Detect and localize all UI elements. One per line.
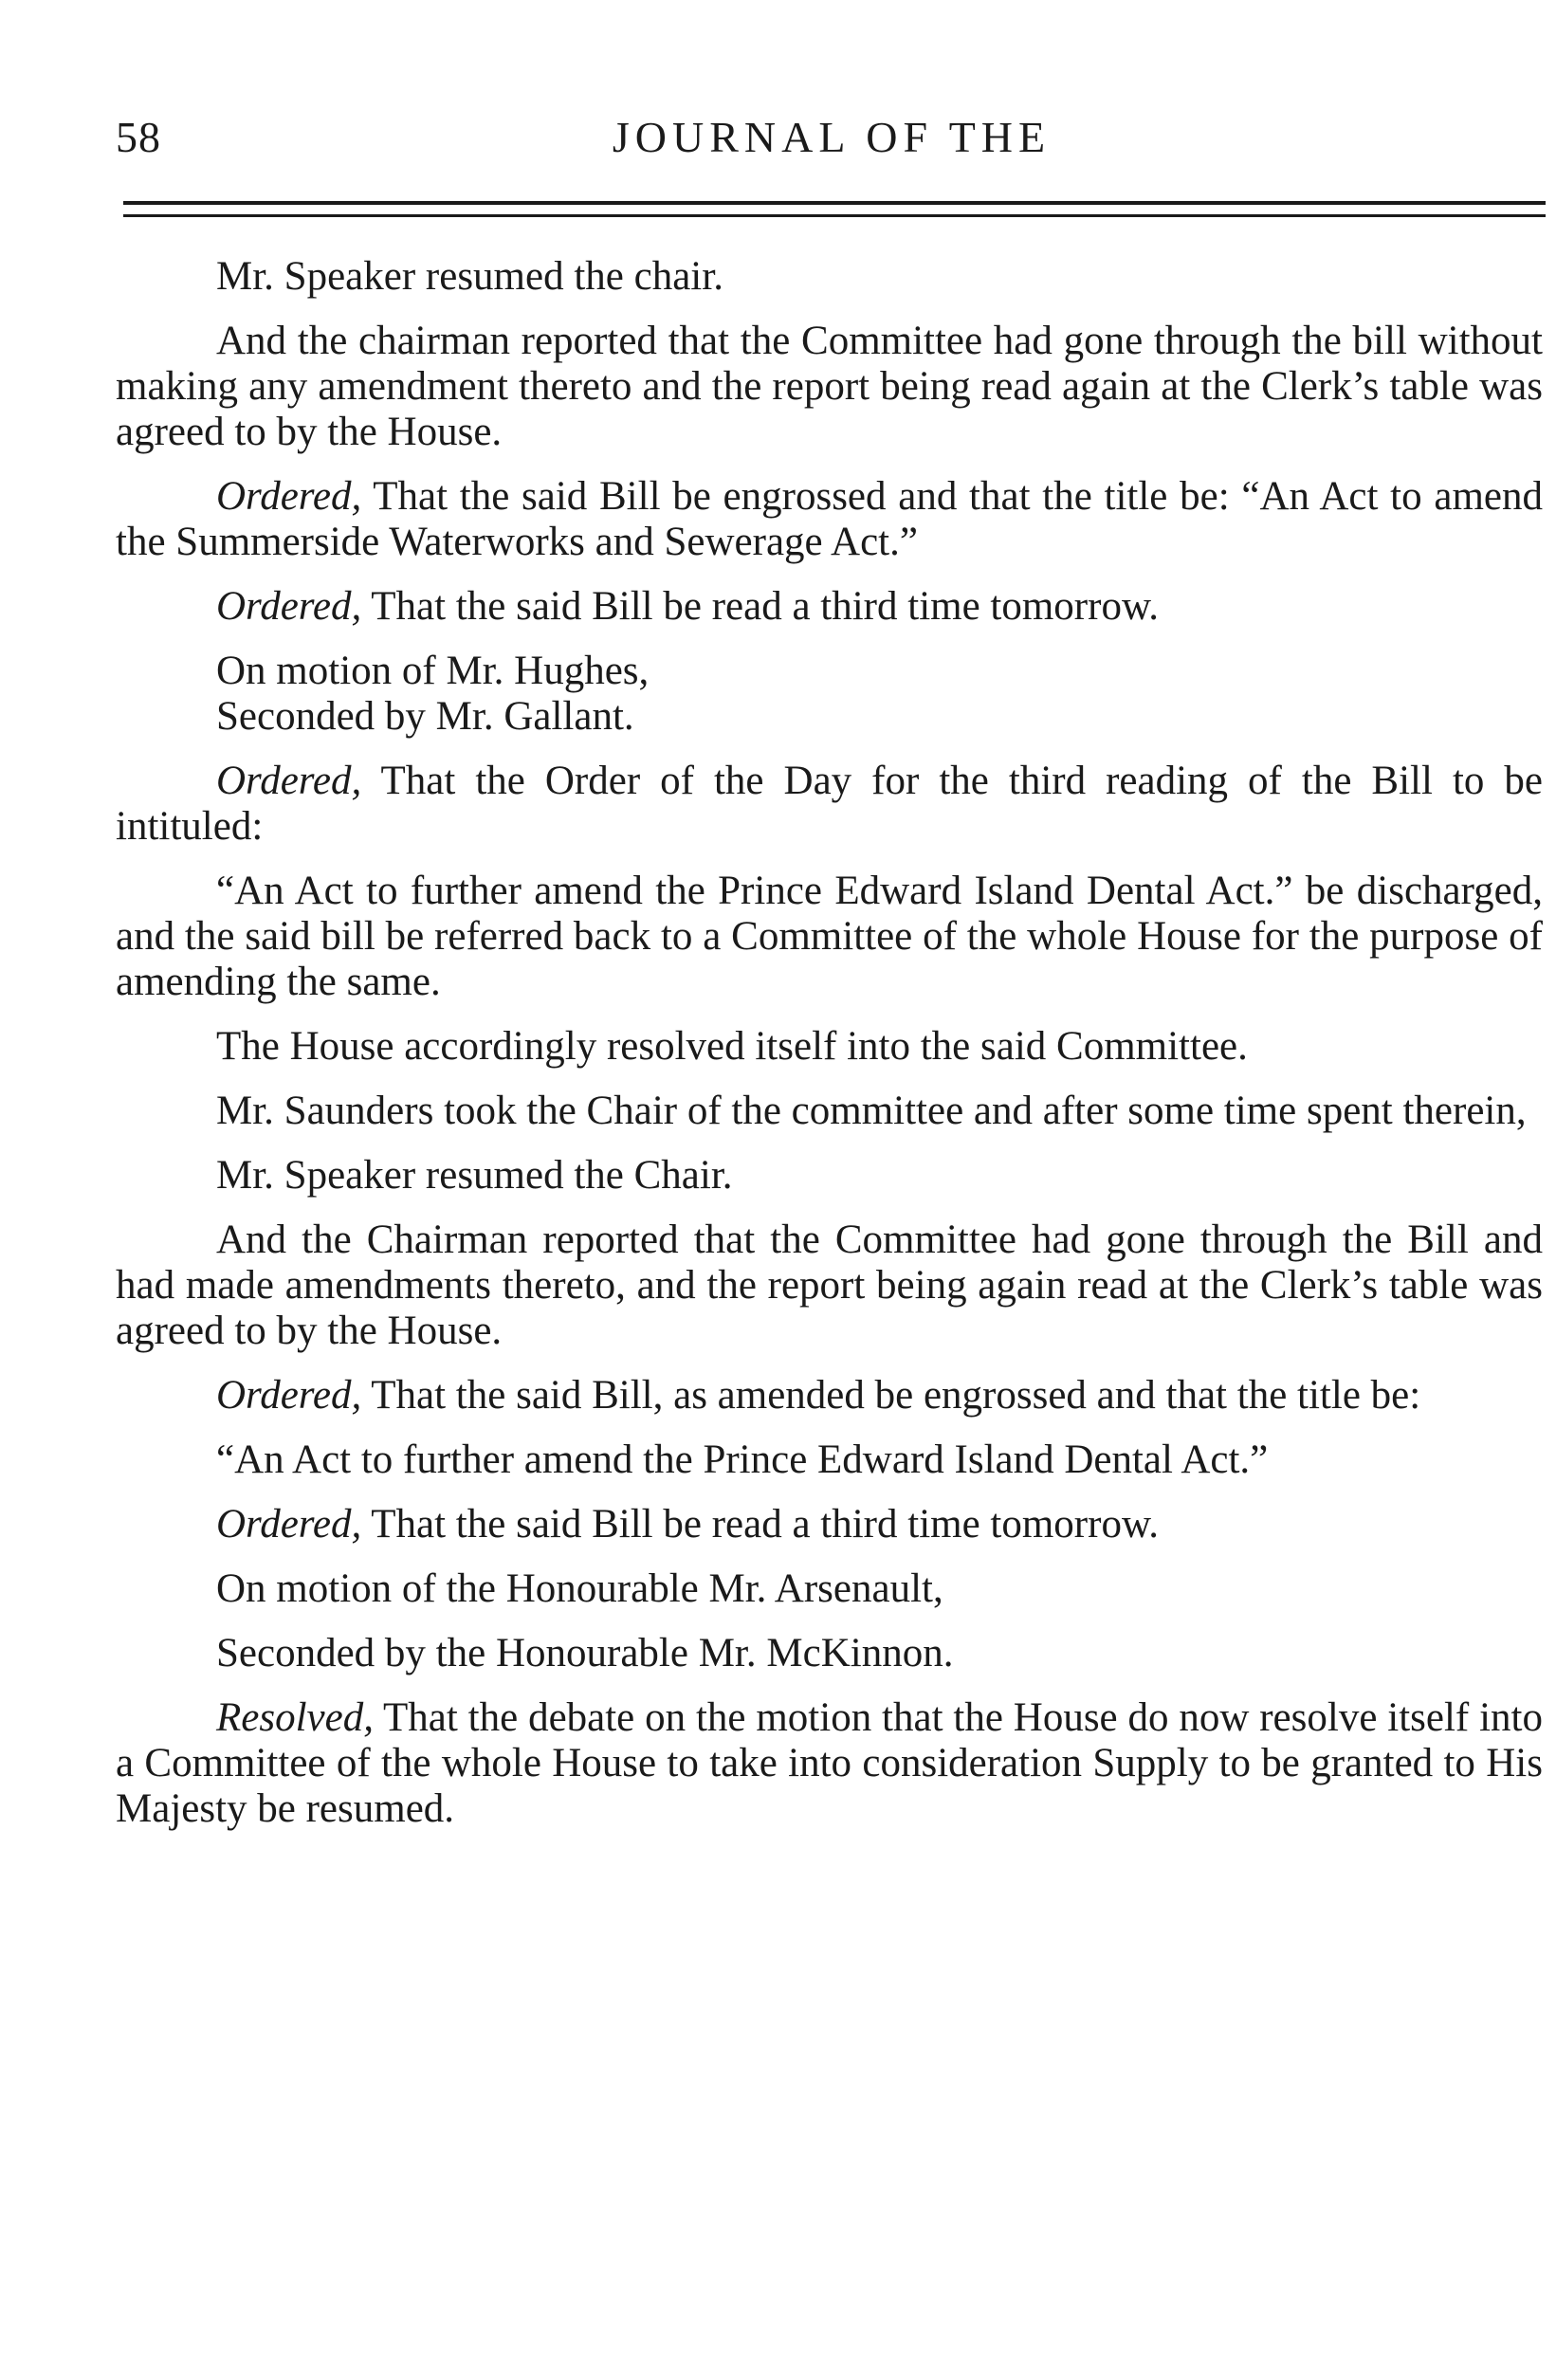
paragraph: Seconded by Mr. Gallant.: [216, 694, 634, 739]
paragraph: Ordered, That the said Bill be read a third time tomorrow.: [216, 584, 1159, 629]
header-rule-bottom: [123, 214, 1546, 217]
paragraph: “An Act to further amend the Prince Edward Island Dental Act.”: [216, 1437, 1269, 1482]
paragraph: Resolved, That the debate on the motion that the House do now resolve itself into a Committee of the whole House to take into consideration Supply to be granted to His Majesty be resumed.: [116, 1695, 1543, 1831]
paragraph-lead: Ordered,: [216, 474, 362, 519]
paragraph: Ordered, That the said Bill be engrossed and that the title be: “An Act to amend the Summerside Waterworks and Sewerage Act.”: [116, 474, 1543, 564]
paragraph-lead: Resolved,: [216, 1695, 374, 1740]
paragraph: Ordered, That the Order of the Day for the third reading of the Bill to be intituled:: [116, 759, 1543, 849]
paragraph: “An Act to further amend the Prince Edward Island Dental Act.” be discharged, and the said bill be referred back to a Committee of the whole House for the purpose of amending the same.: [116, 869, 1543, 1004]
journal-body: [116, 254, 1543, 1851]
paragraph-lead: Ordered,: [216, 759, 362, 803]
paragraph-lead: Ordered,: [216, 584, 362, 629]
paragraph: The House accordingly resolved itself into the said Committee.: [216, 1024, 1248, 1069]
paragraph: And the Chairman reported that the Committee had gone through the Bill and had made amendments thereto, and the report being again read at the Clerk’s table was agreed to by the House.: [116, 1217, 1543, 1353]
paragraph: Mr. Speaker resumed the Chair.: [216, 1153, 733, 1198]
page-header: [116, 112, 1547, 178]
paragraph: Ordered, That the said Bill be read a third time tomorrow.: [216, 1502, 1159, 1547]
paragraph: Ordered, That the said Bill, as amended be engrossed and that the title be:: [216, 1373, 1421, 1418]
running-title: JOURNAL OF THE: [612, 113, 1052, 161]
paragraph-lead: Ordered,: [216, 1373, 362, 1418]
paragraph: Mr. Saunders took the Chair of the committee and after some time spent therein,: [216, 1089, 1527, 1133]
paragraph: Mr. Speaker resumed the chair.: [216, 254, 723, 299]
page-number: 58: [116, 113, 161, 161]
paragraph: Seconded by the Honourable Mr. McKinnon.: [216, 1631, 954, 1675]
paragraph: On motion of Mr. Hughes,: [216, 649, 650, 693]
paragraph: And the chairman reported that the Committee had gone through the bill without making any amendment thereto and the report being read again at the Clerk’s table was agreed to by the House.: [116, 319, 1543, 454]
paragraph: On motion of the Honourable Mr. Arsenault,: [216, 1566, 943, 1611]
header-rule-top: [123, 201, 1546, 205]
paragraph-lead: Ordered,: [216, 1502, 362, 1547]
